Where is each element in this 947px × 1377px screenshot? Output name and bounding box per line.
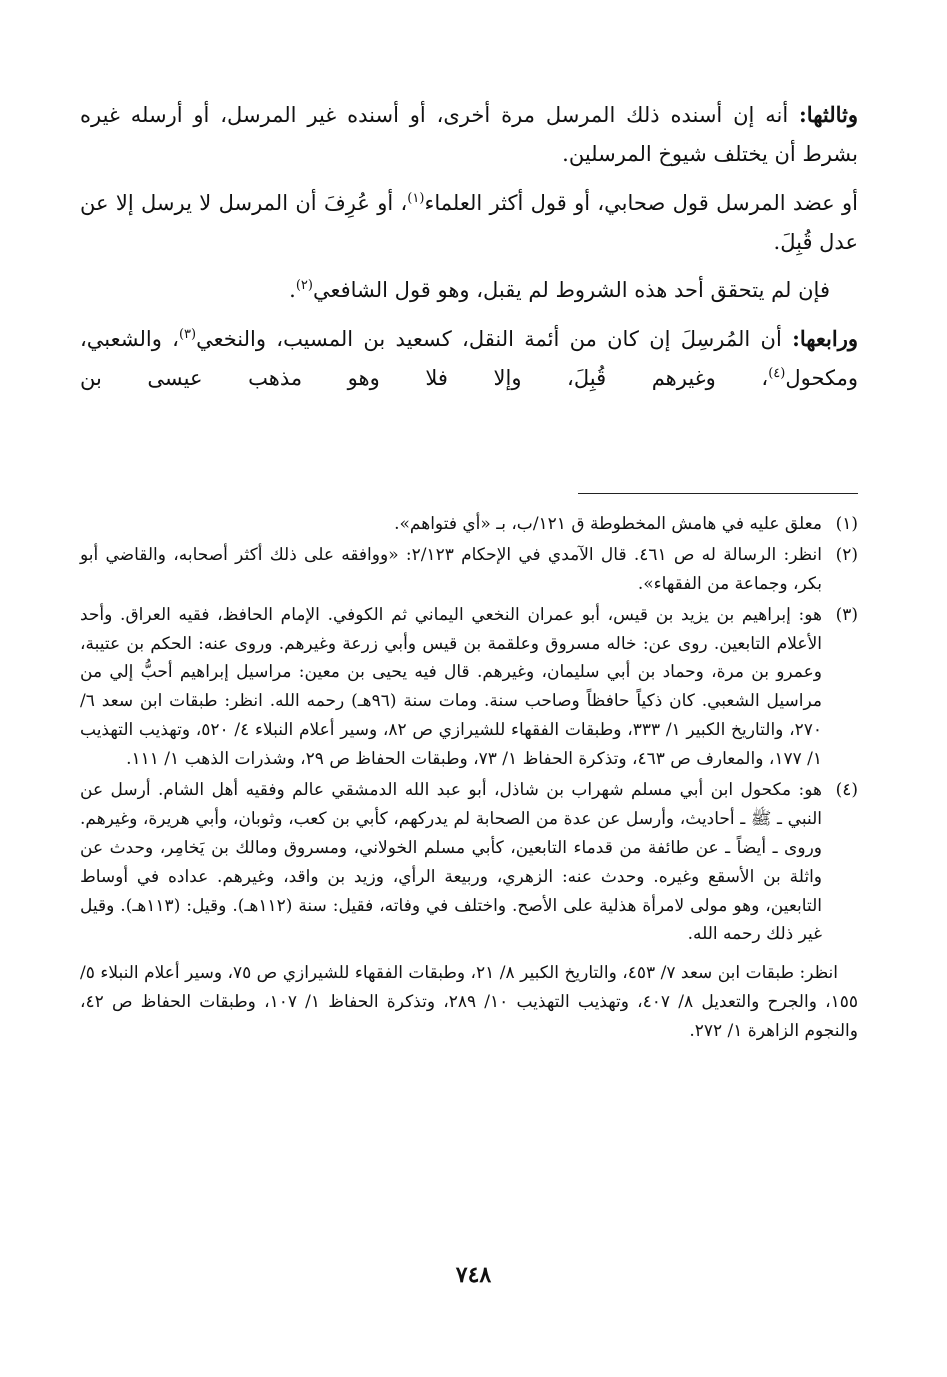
paragraph-label: وثالثها: [799, 102, 858, 127]
footnote-text: معلق عليه في هامش المخطوطة ق ١٢١/ب، بـ «أي فتواهم». [394, 514, 822, 534]
footnotes [80, 510, 858, 1046]
paragraph-fourth-condition [80, 320, 858, 398]
footnote-sources [80, 959, 858, 1046]
footnote-number: (١) [835, 514, 858, 534]
paragraph-text: ، أو عُرِفَ أن المرسل لا يرسل إلا عن عدل قُبِلَ. [80, 190, 858, 254]
paragraph-text: فإن لم يتحقق أحد هذه الشروط لم يقبل، وهو قول الشافعي [312, 278, 830, 303]
paragraph-label: ورابعها: [792, 326, 859, 352]
footnote-number: (٢) [835, 544, 858, 565]
paragraph-text: أو عضد المرسل قول صحابي، أو قول أكثر العلماء [424, 190, 859, 215]
footnote-item [80, 510, 858, 539]
footnote-item [80, 601, 858, 774]
footnote-ref[interactable]: (١) [407, 190, 425, 206]
paragraph-support [80, 184, 858, 262]
paragraph-text: . [289, 278, 296, 303]
footnote-separator [578, 493, 858, 494]
footnote-ref[interactable]: (٤) [768, 366, 786, 382]
footnote-ref[interactable]: (٢) [295, 278, 313, 294]
footnote-text: انظر: الرسالة له ص ٤٦١. قال الآمدي في الإحكام ٢/١٢٣: «ووافقه على ذلك أكثر أصحابه، والقاضي أبو بكر، وجماعة من الفقهاء». [80, 544, 822, 594]
footnote-ref[interactable]: (٣) [178, 327, 197, 343]
footnote-item [80, 776, 858, 949]
footnote-item [80, 541, 858, 599]
page-number: ٧٤٨ [455, 1262, 492, 1288]
footnote-text: هو: مكحول ابن أبي مسلم شهراب بن شاذل، أبو عبد الله الدمشقي عالم وفقيه أهل الشام. أرسل عن النبي ـ ﷺ ـ أحاديث، وأرسل عن عدة من الصحابة لم يدركهم، كأبي بن كعب، وثوبان، وأبي هريرة، وغيرهم. وروى ـ أيضاً ـ عن طائفة من قدماء التابعين، كأبي مسلم الخولاني، ومسروق ومالك بن يَخامِر، وحدث عن واثلة بن الأسقع وغيره. وحدث عنه: الزهري، وربيعة الرأي، وزيد بن واقد، وغيرهم. عداده في أوساط التابعين، وهو مولى لامرأة هذلية على الأصح. واختلف في وفاته، فقيل: سنة (١١٢هـ). وقيل: (١١٣هـ). وقيل غير ذلك رحمه الله. [80, 780, 822, 945]
paragraph-third-condition [80, 96, 858, 174]
paragraph-text: أن المُرسِلَ إن كان من أئمة النقل، كسعيد بن المسيب، والنخعي [196, 327, 793, 352]
paragraph-text: أنه إن أسنده ذلك المرسل مرة أخرى، أو أسنده غير المرسل، أو أرسله غيره بشرط أن يختلف شيوخ المرسلين. [80, 103, 858, 166]
sources-text: انظر: طبقات ابن سعد ٧/ ٤٥٣، والتاريخ الكبير ٨/ ٢١، وطبقات الفقهاء للشيرازي ص ٧٥، وسير أعلام النبلاء ٥/ ١٥٥، والجرح والتعديل ٨/ ٤٠٧، وتهذيب التهذيب ١٠/ ٢٨٩، وتذكرة الحفاظ ١/ ١٠٧، وطبقات الحفاظ ص ٤٢، والنجوم الزاهرة ١/ ٢٧٢. [80, 963, 858, 1042]
footnote-number: (٤) [835, 780, 858, 801]
paragraph-shafii [80, 271, 858, 310]
paragraph-text: ، وغيرهم قُبِلَ، وإلا فلا وهو مذهب عيسى بن [80, 366, 769, 391]
footnote-text: هو: إبراهيم بن يزيد بن قيس، أبو عمران النخعي اليماني ثم الكوفي. الإمام الحافظ، فقيه العراق. وأحد الأعلام التابعين. روى عن: خاله مسروق وعلقمة بن قيس وأبي زرعة وغيرهم. وروى عنه: الحكم بن عتيبة، وعمرو بن مرة، وحماد بن أبي سليمان، وغيرهم. قال فيه يحيى بن معين: مراسيل إبراهيم أحبُّ إلي من مراسيل الشعبي. كان ذكياً حافظاً وصاحب سنة. ومات سنة (٩٦هـ) رحمه الله. انظر: طبقات ابن سعد ٦/ ٢٧٠، والتاريخ الكبير ١/ ٣٣٣، وطبقات الفقهاء للشيرازي ص ٨٢، وسير أعلام النبلاء ٤/ ٥٢٠، وتهذيب التهذيب ١/ ١٧٧، والمعارف ص ٤٦٣، وتذكرة الحفاظ ١/ ٧٣، وطبقات الحفاظ ص ٢٩، وشذرات الذهب ١/ ١١١. [80, 604, 822, 770]
paragraph-text: ، والشعبي، ومكحول [80, 327, 858, 391]
footnote-number: (٣) [835, 604, 858, 625]
main-text [80, 96, 858, 398]
